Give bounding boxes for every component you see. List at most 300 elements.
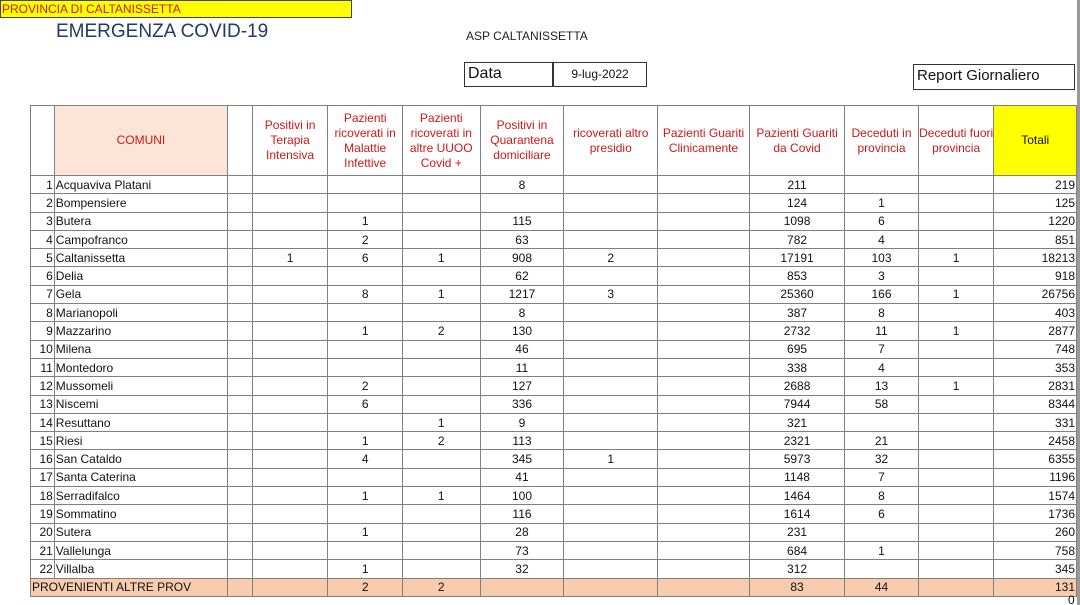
cell-mi: 1 (328, 523, 403, 541)
cell-gcovid: 2688 (749, 377, 844, 395)
cell-decf (918, 413, 994, 431)
cell-tot: 851 (994, 230, 1077, 248)
cell-quar: 345 (480, 450, 564, 468)
cell-gcovid: 2321 (749, 432, 844, 450)
cell-dec: 21 (845, 432, 919, 450)
cell-gclin (658, 194, 750, 212)
cell-gcovid: 321 (749, 413, 844, 431)
cell-quar: 8 (480, 176, 564, 194)
cell-gcovid: 17191 (749, 249, 844, 267)
cell-dec: 58 (845, 395, 919, 413)
cell-mi: 1 (328, 432, 403, 450)
cell-ti (252, 322, 328, 340)
comune-name: San Cataldo (54, 450, 227, 468)
cell-uuoo (403, 212, 481, 230)
cell-quar: 9 (480, 413, 564, 431)
cell-gclin (658, 560, 750, 578)
cell-uuoo (403, 176, 481, 194)
cell-decf (918, 358, 994, 376)
cell-gclin (658, 176, 750, 194)
header-altro-presidio: ricoverati altro presidio (564, 106, 658, 176)
comune-name: Serradifalco (54, 487, 227, 505)
table-row (31, 322, 1077, 340)
separator-cell (228, 212, 253, 230)
cell-ti (252, 267, 328, 285)
cell-gcovid: 338 (749, 358, 844, 376)
cell-ti (252, 450, 328, 468)
cell-decf: 1 (918, 285, 994, 303)
footer-cell-mi: 2 (328, 578, 403, 596)
cell-gcovid: 211 (749, 176, 844, 194)
cell-mi (328, 340, 403, 358)
table-row (31, 560, 1077, 578)
cell-mi (328, 176, 403, 194)
cell-altro: 1 (564, 450, 658, 468)
cell-gcovid: 782 (749, 230, 844, 248)
cell-mi (328, 541, 403, 559)
cell-altro (564, 267, 658, 285)
row-number: 1 (31, 176, 55, 194)
cell-tot: 125 (994, 194, 1077, 212)
header-terapia-intensiva: Positivi in Terapia Intensiva (252, 106, 328, 176)
cell-mi: 1 (328, 212, 403, 230)
cell-decf: 1 (918, 249, 994, 267)
cell-gclin (658, 358, 750, 376)
cell-dec: 7 (845, 468, 919, 486)
cell-gclin (658, 432, 750, 450)
comune-name: Campofranco (54, 230, 227, 248)
cell-ti (252, 468, 328, 486)
cell-altro (564, 395, 658, 413)
table-row (31, 541, 1077, 559)
cell-tot: 2831 (994, 377, 1077, 395)
separator-cell (228, 176, 253, 194)
cell-tot: 918 (994, 267, 1077, 285)
cell-uuoo (403, 395, 481, 413)
cell-dec: 6 (845, 505, 919, 523)
cell-gclin (658, 395, 750, 413)
separator-cell (228, 358, 253, 376)
cell-tot: 260 (994, 523, 1077, 541)
cell-gcovid: 1464 (749, 487, 844, 505)
cell-gcovid: 1098 (749, 212, 844, 230)
cell-gcovid: 1148 (749, 468, 844, 486)
cell-quar: 46 (480, 340, 564, 358)
separator-cell (228, 304, 253, 322)
cell-altro (564, 358, 658, 376)
footer-cell-ti (252, 578, 328, 596)
cell-quar: 1217 (480, 285, 564, 303)
cell-quar: 62 (480, 267, 564, 285)
row-number: 5 (31, 249, 55, 267)
cell-mi: 6 (328, 249, 403, 267)
table-row (31, 230, 1077, 248)
footer-label: PROVENIENTI ALTRE PROV (31, 578, 228, 596)
grand-total-extra: 0 (1068, 593, 1075, 605)
cell-gclin (658, 285, 750, 303)
separator-cell (228, 468, 253, 486)
row-number: 15 (31, 432, 55, 450)
cell-gclin (658, 468, 750, 486)
header-row (31, 106, 1077, 176)
cell-gcovid: 5973 (749, 450, 844, 468)
comune-name: Bompensiere (54, 194, 227, 212)
cell-mi: 8 (328, 285, 403, 303)
comune-name: Mazzarino (54, 322, 227, 340)
cell-gclin (658, 541, 750, 559)
cell-tot: 1220 (994, 212, 1077, 230)
separator-cell (228, 377, 253, 395)
date-label: Data (464, 62, 553, 87)
row-number: 6 (31, 267, 55, 285)
table-row (31, 194, 1077, 212)
cell-uuoo (403, 468, 481, 486)
separator-cell (228, 249, 253, 267)
cell-quar: 116 (480, 505, 564, 523)
cell-decf (918, 468, 994, 486)
comune-name: Sutera (54, 523, 227, 541)
cell-mi (328, 505, 403, 523)
province-banner: PROVINCIA DI CALTANISSETTA (0, 0, 352, 18)
comune-name: Milena (54, 340, 227, 358)
cell-uuoo (403, 450, 481, 468)
separator-cell (228, 413, 253, 431)
row-number: 10 (31, 340, 55, 358)
cell-ti (252, 395, 328, 413)
cell-uuoo (403, 505, 481, 523)
table-row (31, 267, 1077, 285)
cell-uuoo: 1 (403, 249, 481, 267)
cell-gclin (658, 249, 750, 267)
cell-quar: 73 (480, 541, 564, 559)
separator-cell (228, 230, 253, 248)
table-row (31, 505, 1077, 523)
cell-altro (564, 194, 658, 212)
cell-ti (252, 560, 328, 578)
comune-name: Delia (54, 267, 227, 285)
cell-decf (918, 230, 994, 248)
table-row (31, 487, 1077, 505)
separator-cell (228, 432, 253, 450)
cell-ti (252, 413, 328, 431)
cell-gclin (658, 267, 750, 285)
cell-gclin (658, 450, 750, 468)
cell-mi: 1 (328, 322, 403, 340)
cell-tot: 2458 (994, 432, 1077, 450)
cell-uuoo (403, 267, 481, 285)
header-quarantena: Positivi in Quarantena domiciliare (480, 106, 564, 176)
cell-dec: 1 (845, 194, 919, 212)
cell-dec: 103 (845, 249, 919, 267)
cell-tot: 8344 (994, 395, 1077, 413)
row-number: 19 (31, 505, 55, 523)
cell-dec: 13 (845, 377, 919, 395)
separator-cell (228, 523, 253, 541)
header-guariti-clinicamente: Pazienti Guariti Clinicamente (658, 106, 750, 176)
cell-altro (564, 230, 658, 248)
cell-ti (252, 212, 328, 230)
comune-name: Butera (54, 212, 227, 230)
cell-mi: 2 (328, 377, 403, 395)
cell-gcovid: 1614 (749, 505, 844, 523)
row-number: 8 (31, 304, 55, 322)
cell-quar: 127 (480, 377, 564, 395)
header-guariti-covid: Pazienti Guariti da Covid (749, 106, 844, 176)
cell-mi: 1 (328, 560, 403, 578)
comune-name: Marianopoli (54, 304, 227, 322)
cell-gcovid: 853 (749, 267, 844, 285)
cell-tot: 1736 (994, 505, 1077, 523)
cell-uuoo: 2 (403, 432, 481, 450)
cell-mi: 6 (328, 395, 403, 413)
cell-ti: 1 (252, 249, 328, 267)
header-totali: Totali (994, 106, 1077, 176)
cell-tot: 331 (994, 413, 1077, 431)
cell-gclin (658, 304, 750, 322)
header-deceduti-fuori: Deceduti fuori provincia (918, 106, 994, 176)
cell-uuoo (403, 358, 481, 376)
cell-gcovid: 25360 (749, 285, 844, 303)
covid-table (30, 105, 1077, 597)
cell-decf (918, 541, 994, 559)
row-number: 18 (31, 487, 55, 505)
row-number: 22 (31, 560, 55, 578)
cell-quar: 100 (480, 487, 564, 505)
header-separator-cell (228, 106, 253, 176)
cell-quar: 28 (480, 523, 564, 541)
cell-dec: 6 (845, 212, 919, 230)
table-row (31, 304, 1077, 322)
table-row (31, 358, 1077, 376)
cell-uuoo (403, 560, 481, 578)
cell-gcovid: 387 (749, 304, 844, 322)
cell-gcovid: 312 (749, 560, 844, 578)
separator-cell (228, 340, 253, 358)
cell-ti (252, 285, 328, 303)
comune-name: Caltanissetta (54, 249, 227, 267)
cell-decf (918, 340, 994, 358)
cell-mi (328, 267, 403, 285)
cell-altro (564, 212, 658, 230)
footer-cell-gcovid: 83 (749, 578, 844, 596)
cell-ti (252, 304, 328, 322)
cell-dec (845, 523, 919, 541)
separator-cell (228, 487, 253, 505)
row-number: 9 (31, 322, 55, 340)
cell-tot: 353 (994, 358, 1077, 376)
row-number: 3 (31, 212, 55, 230)
separator-cell (228, 395, 253, 413)
cell-tot: 1574 (994, 487, 1077, 505)
cell-mi (328, 358, 403, 376)
table-row (31, 395, 1077, 413)
table-row (31, 212, 1077, 230)
cell-dec: 7 (845, 340, 919, 358)
cell-altro (564, 304, 658, 322)
row-number: 4 (31, 230, 55, 248)
cell-decf (918, 560, 994, 578)
comune-name: Riesi (54, 432, 227, 450)
comune-name: Vallelunga (54, 541, 227, 559)
cell-ti (252, 505, 328, 523)
cell-quar: 130 (480, 322, 564, 340)
cell-gclin (658, 505, 750, 523)
cell-gclin (658, 487, 750, 505)
table-row (31, 432, 1077, 450)
cell-ti (252, 194, 328, 212)
header-malattie-infettive: Pazienti ricoverati in Malattie Infettive (328, 106, 403, 176)
cell-uuoo (403, 304, 481, 322)
cell-decf (918, 523, 994, 541)
table-row (31, 450, 1077, 468)
cell-ti (252, 487, 328, 505)
comune-name: Santa Caterina (54, 468, 227, 486)
cell-decf (918, 176, 994, 194)
cell-dec: 32 (845, 450, 919, 468)
cell-mi (328, 194, 403, 212)
header-deceduti-provincia: Deceduti in provincia (845, 106, 919, 176)
footer-cell-quar (480, 578, 564, 596)
cell-decf (918, 395, 994, 413)
separator-cell (228, 322, 253, 340)
row-number: 2 (31, 194, 55, 212)
header-comuni: COMUNI (54, 106, 227, 176)
table-row (31, 249, 1077, 267)
cell-tot: 748 (994, 340, 1077, 358)
cell-gclin (658, 523, 750, 541)
cell-quar: 8 (480, 304, 564, 322)
cell-tot: 6355 (994, 450, 1077, 468)
separator-cell (228, 560, 253, 578)
cell-dec (845, 176, 919, 194)
cell-ti (252, 230, 328, 248)
footer-cell-altro (564, 578, 658, 596)
cell-quar: 32 (480, 560, 564, 578)
cell-altro (564, 322, 658, 340)
row-number: 20 (31, 523, 55, 541)
separator-cell (228, 578, 253, 596)
cell-dec: 166 (845, 285, 919, 303)
report-title: EMERGENZA COVID-19 (56, 21, 269, 42)
cell-altro: 3 (564, 285, 658, 303)
cell-mi: 2 (328, 230, 403, 248)
footer-cell-uuoo: 2 (403, 578, 481, 596)
cell-quar: 11 (480, 358, 564, 376)
cell-altro (564, 560, 658, 578)
cell-tot: 758 (994, 541, 1077, 559)
cell-dec: 1 (845, 541, 919, 559)
cell-tot: 403 (994, 304, 1077, 322)
cell-dec: 4 (845, 230, 919, 248)
cell-altro (564, 377, 658, 395)
cell-tot: 219 (994, 176, 1077, 194)
cell-ti (252, 358, 328, 376)
comune-name: Niscemi (54, 395, 227, 413)
cell-gcovid: 684 (749, 541, 844, 559)
cell-quar: 113 (480, 432, 564, 450)
date-value: 9-lug-2022 (553, 62, 647, 87)
cell-dec: 4 (845, 358, 919, 376)
cell-altro (564, 340, 658, 358)
cell-quar: 63 (480, 230, 564, 248)
cell-altro (564, 541, 658, 559)
cell-quar: 41 (480, 468, 564, 486)
cell-gcovid: 231 (749, 523, 844, 541)
separator-cell (228, 285, 253, 303)
cell-gclin (658, 230, 750, 248)
cell-gclin (658, 377, 750, 395)
cell-dec: 3 (845, 267, 919, 285)
table-row (31, 285, 1077, 303)
row-number: 14 (31, 413, 55, 431)
cell-decf (918, 194, 994, 212)
cell-mi (328, 468, 403, 486)
comune-name: Resuttano (54, 413, 227, 431)
cell-gclin (658, 413, 750, 431)
footer-cell-decf (918, 578, 994, 596)
cell-gclin (658, 322, 750, 340)
footer-cell-gclin (658, 578, 750, 596)
cell-uuoo (403, 230, 481, 248)
comune-name: Montedoro (54, 358, 227, 376)
cell-dec: 11 (845, 322, 919, 340)
cell-mi: 1 (328, 487, 403, 505)
cell-uuoo (403, 377, 481, 395)
cell-quar (480, 194, 564, 212)
cell-uuoo: 2 (403, 322, 481, 340)
table-row (31, 340, 1077, 358)
cell-uuoo (403, 340, 481, 358)
row-number: 16 (31, 450, 55, 468)
cell-gcovid: 7944 (749, 395, 844, 413)
row-number: 17 (31, 468, 55, 486)
separator-cell (228, 541, 253, 559)
cell-uuoo (403, 194, 481, 212)
report-label: Report Giornaliero (913, 64, 1075, 90)
cell-ti (252, 377, 328, 395)
cell-tot: 18213 (994, 249, 1077, 267)
comune-name: Sommatino (54, 505, 227, 523)
cell-decf: 1 (918, 377, 994, 395)
comune-name: Gela (54, 285, 227, 303)
header-altre-uuoo: Pazienti ricoverati in altre UUOO Covid + (403, 106, 481, 176)
cell-uuoo: 1 (403, 487, 481, 505)
row-number: 11 (31, 358, 55, 376)
cell-tot: 26756 (994, 285, 1077, 303)
comune-name: Mussomeli (54, 377, 227, 395)
cell-dec (845, 560, 919, 578)
footer-cell-dec: 44 (845, 578, 919, 596)
cell-decf (918, 304, 994, 322)
cell-uuoo (403, 523, 481, 541)
cell-mi: 4 (328, 450, 403, 468)
table-row (31, 377, 1077, 395)
cell-altro: 2 (564, 249, 658, 267)
cell-ti (252, 541, 328, 559)
footer-cell-tot: 131 (994, 578, 1077, 596)
cell-ti (252, 340, 328, 358)
table-row (31, 468, 1077, 486)
cell-altro (564, 413, 658, 431)
separator-cell (228, 450, 253, 468)
cell-gcovid: 124 (749, 194, 844, 212)
comune-name: Acquaviva Platani (54, 176, 227, 194)
cell-mi (328, 304, 403, 322)
cell-altro (564, 523, 658, 541)
cell-decf (918, 450, 994, 468)
row-number: 12 (31, 377, 55, 395)
cell-altro (564, 468, 658, 486)
